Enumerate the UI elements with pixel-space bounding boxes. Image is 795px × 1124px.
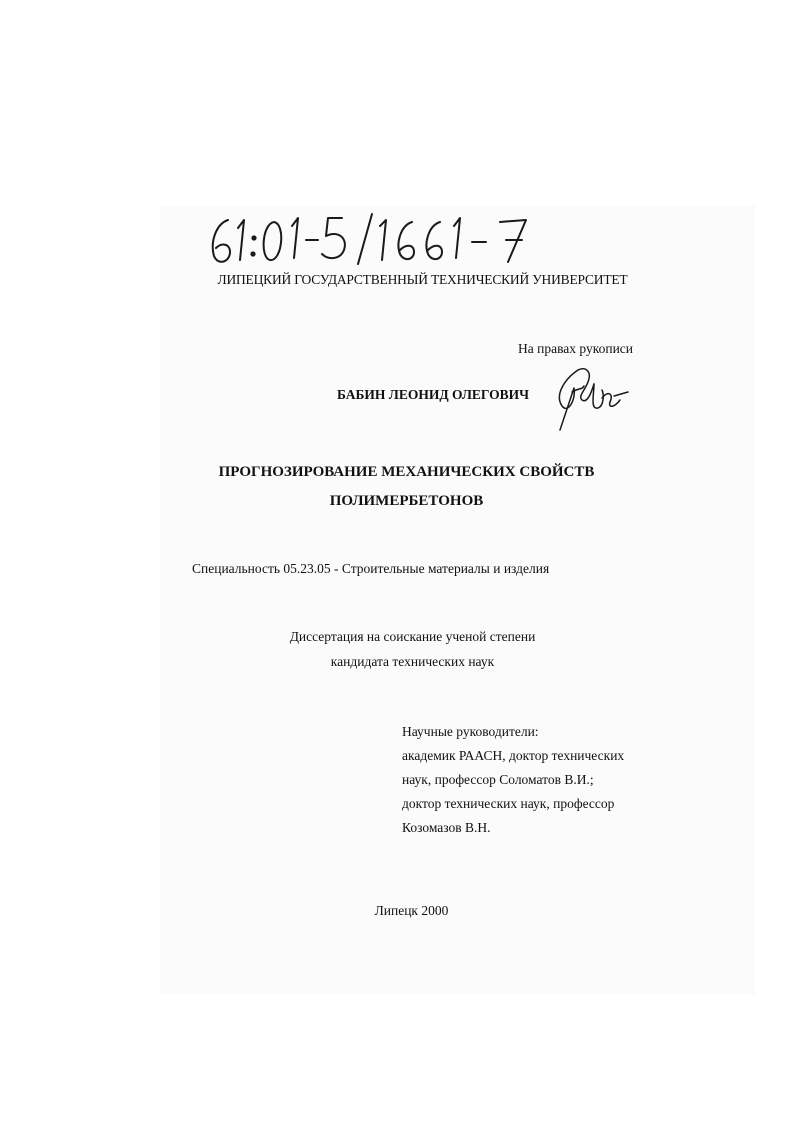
degree-statement (0, 624, 795, 674)
university-name: ЛИПЕЦКИЙ ГОСУДАРСТВЕННЫЙ ТЕХНИЧЕСКИЙ УНИВЕРСИТЕТ (217, 272, 628, 287)
supervisor-line: Козомазов В.Н. (402, 820, 491, 835)
supervisor-line: академик РААСН, доктор технических (402, 748, 625, 763)
supervisors-heading: Научные руководители: (402, 724, 539, 739)
handwritten-archive-number (200, 208, 540, 270)
scanned-sheet (160, 205, 755, 995)
specialty-line: Специальность 05.23.05 - Строительные материалы и изделия (192, 561, 550, 576)
scientific-supervisors (402, 720, 624, 840)
supervisor-line: наук, профессор Соломатов В.И.; (402, 772, 594, 787)
author-name: БАБИН ЛЕОНИД ОЛЕГОВИЧ (337, 387, 530, 402)
supervisor-line: доктор технических наук, профессор (402, 796, 615, 811)
title-line: ПОЛИМЕРБЕТОНОВ (329, 493, 484, 509)
city-year: Липецк 2000 (374, 903, 449, 918)
dissertation-title (0, 458, 795, 516)
manuscript-rights-note: На правах рукописи (518, 341, 634, 356)
degree-line: кандидата технических наук (330, 654, 495, 669)
author-signature (548, 360, 630, 435)
title-line: ПРОГНОЗИРОВАНИЕ МЕХАНИЧЕСКИХ СВОЙСТВ (218, 464, 595, 480)
degree-line: Диссертация на соискание ученой степени (289, 629, 536, 644)
